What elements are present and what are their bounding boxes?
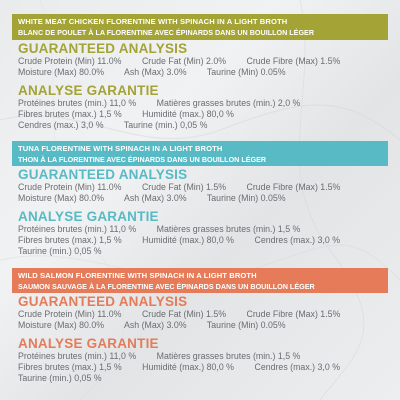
- analysis-value: Ash (Max) 3.0%: [124, 320, 187, 330]
- analysis-value: Taurine (Min) 0.05%: [206, 67, 286, 77]
- analysis-value: Matières grasses brutes (min.) 1,5 %: [156, 351, 301, 361]
- analysis-row: [18, 67, 382, 78]
- analysis-row: [18, 246, 382, 257]
- analysis-row: [18, 309, 382, 320]
- tuna-analysis-panel: [12, 141, 388, 257]
- analysis-value: Fibres brutes (max.) 1,5 %: [18, 362, 122, 372]
- analysis-value: Cendres (max.) 3,0 %: [254, 235, 341, 245]
- analysis-row: [18, 98, 382, 109]
- analyse-garantie-heading: ANALYSE GARANTIE: [18, 209, 159, 224]
- analysis-value: Crude Fat (Min) 2.0%: [141, 56, 227, 66]
- analysis-value: Taurine (min.) 0,05 %: [18, 246, 102, 256]
- analysis-value: Crude Fibre (Max) 1.5%: [246, 56, 341, 66]
- banner-title-en: TUNA FLORENTINE WITH SPINACH IN A LIGHT BROTH: [18, 144, 223, 153]
- analysis-value: Protéines brutes (min.) 11,0 %: [18, 98, 137, 108]
- banner-title-fr: BLANC DE POULET À LA FLORENTINE AVEC ÉPINARDS DANS UN BOUILLON LÉGER: [18, 28, 315, 37]
- analysis-value: Protéines brutes (min.) 11,0 %: [18, 351, 137, 361]
- analysis-value: Ash (Max) 3.0%: [124, 193, 187, 203]
- guaranteed-analysis-heading: GUARANTEED ANALYSIS: [18, 41, 188, 56]
- analysis-value: Crude Fat (Min) 1.5%: [141, 182, 227, 192]
- tuna-banner: [12, 141, 388, 166]
- analysis-row: [18, 56, 382, 67]
- analysis-row: [18, 362, 382, 373]
- analysis-row: [18, 182, 382, 193]
- analysis-value: Humidité (max.) 80,0 %: [142, 362, 235, 372]
- analysis-value: Taurine (min.) 0,05 %: [18, 373, 102, 383]
- salmon-analysis-panel: [12, 268, 388, 384]
- analysis-value: Matières grasses brutes (min.) 2,0 %: [156, 98, 301, 108]
- banner-title-en: WILD SALMON FLORENTINE WITH SPINACH IN A LIGHT BROTH: [18, 271, 257, 280]
- analysis-value: Crude Fat (Min) 1.5%: [141, 309, 227, 319]
- analysis-row: [18, 109, 382, 120]
- analysis-value: Humidité (max.) 80,0 %: [142, 235, 235, 245]
- analysis-row: [18, 120, 382, 131]
- analysis-row: [18, 351, 382, 362]
- analysis-value: Cendres (max.) 3,0 %: [254, 362, 341, 372]
- salmon-banner: [12, 268, 388, 293]
- analysis-value: Taurine (min.) 0,05 %: [123, 120, 208, 130]
- analysis-value: Ash (Max) 3.0%: [124, 67, 187, 77]
- analysis-value: Taurine (Min) 0.05%: [206, 193, 286, 203]
- analysis-value: Fibres brutes (max.) 1,5 %: [18, 235, 122, 245]
- guaranteed-analysis-heading: GUARANTEED ANALYSIS: [18, 167, 188, 182]
- chicken-analysis-panel: [12, 14, 388, 131]
- chicken-banner: [12, 14, 388, 40]
- analyse-garantie-heading: ANALYSE GARANTIE: [18, 336, 159, 351]
- analysis-value: Cendres (max.) 3,0 %: [18, 120, 104, 130]
- banner-title-en: WHITE MEAT CHICKEN FLORENTINE WITH SPINACH IN A LIGHT BROTH: [18, 17, 288, 26]
- analysis-value: Protéines brutes (min.) 11,0 %: [18, 224, 137, 234]
- analysis-value: Taurine (Min) 0.05%: [206, 320, 286, 330]
- analysis-value: Moisture (Max) 80.0%: [18, 320, 105, 330]
- analysis-row: [18, 373, 382, 384]
- analysis-value: Fibres brutes (max.) 1,5 %: [18, 109, 122, 119]
- analysis-row: [18, 235, 382, 246]
- analysis-value: Crude Protein (Min) 11.0%: [18, 182, 122, 192]
- analyse-garantie-heading: ANALYSE GARANTIE: [18, 83, 159, 98]
- analysis-row: [18, 320, 382, 331]
- guaranteed-analysis-heading: GUARANTEED ANALYSIS: [18, 294, 188, 309]
- analysis-value: Crude Fibre (Max) 1.5%: [246, 309, 341, 319]
- analysis-value: Humidité (max.) 80,0 %: [142, 109, 235, 119]
- analysis-value: Crude Protein (Min) 11.0%: [18, 309, 122, 319]
- banner-title-fr: THON À LA FLORENTINE AVEC ÉPINARDS DANS UN BOUILLON LÉGER: [18, 155, 267, 164]
- analysis-value: Crude Fibre (Max) 1.5%: [246, 182, 341, 192]
- analysis-value: Matières grasses brutes (min.) 1,5 %: [156, 224, 301, 234]
- analysis-value: Moisture (Max) 80.0%: [18, 193, 105, 203]
- analysis-value: Crude Protein (Min) 11.0%: [18, 56, 122, 66]
- analysis-value: Moisture (Max) 80.0%: [18, 67, 105, 77]
- analysis-row: [18, 193, 382, 204]
- banner-title-fr: SAUMON SAUVAGE À LA FLORENTINE AVEC ÉPINARDS DANS UN BOUILLON LÉGER: [18, 282, 315, 291]
- analysis-row: [18, 224, 382, 235]
